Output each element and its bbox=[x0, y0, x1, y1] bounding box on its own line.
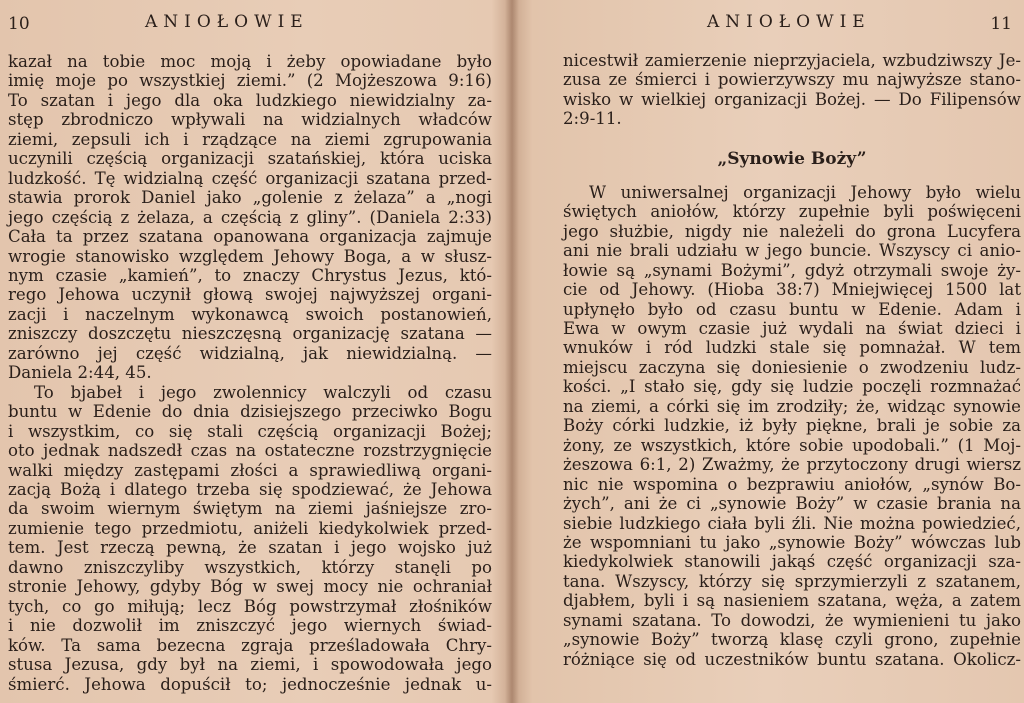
text-line: jego częścią z żelaza, a częścią z gliny”. (Daniela 2:33) bbox=[8, 207, 492, 227]
left-page bbox=[0, 0, 505, 703]
text-line: siebie ludzkiego ciała byli źli. Nie można powiedzieć, bbox=[563, 513, 1021, 533]
section-heading: „Synowie Boży” bbox=[717, 148, 867, 169]
text-line: że wspomniani tu jako „synowie Boży” wówczas lub bbox=[563, 532, 1021, 552]
text-line: imię moje po wszystkiej ziemi.” (2 Mojżeszowa 9:16) bbox=[8, 71, 492, 91]
text-line: stronie Jehowy, gdyby Bóg w swej mocy nie ochraniał bbox=[8, 577, 492, 597]
text-line: kazał na tobie moc moją i żeby opowiadane było bbox=[8, 52, 492, 71]
text-line: miejscu zaczyna się doniesienie o zwodzeniu ludz‑ bbox=[563, 357, 1021, 377]
text-line: stęp zbrodniczo wpływali na widzialnych władców bbox=[8, 110, 492, 130]
text-line: dawno zniszczyliby wszystkich, którzy stanęli po bbox=[8, 557, 492, 577]
text-line: tych, co go miłują; lecz Bóg powstrzymał złośników bbox=[8, 596, 492, 616]
text-line: W uniwersalnej organizacji Jehowy było wielu bbox=[589, 182, 1021, 202]
text-line: i nie dozwolił im zniszczyć jego wiernych świad‑ bbox=[8, 616, 492, 636]
text-line: To szatan i jego dla oka ludzkiego niewidzialny za‑ bbox=[8, 90, 492, 110]
text-line: nicestwił zamierzenie nieprzyjaciela, wzbudziwszy Je‑ bbox=[563, 51, 1021, 70]
body-text bbox=[563, 51, 1021, 669]
text-line: rego Jehowa uczynił głową swojej najwyższej organi‑ bbox=[8, 285, 492, 305]
text-line: cie od Jehowy. (Hioba 38:7) Mniejwięcej 1500 lat bbox=[563, 280, 1021, 300]
text-line: żony, ze wszystkich, które sobie upodobali.” (1 Moj‑ bbox=[563, 435, 1021, 455]
running-head: ANIOŁOWIE bbox=[145, 12, 309, 32]
text-line: kiedykolwiek stanowili jakąś część organizacji sza‑ bbox=[563, 552, 1021, 572]
text-line: nym czasie „kamień”, to znaczy Chrystus Jezus, któ‑ bbox=[8, 265, 492, 285]
text-line: różniące się od uczestników buntu szatana. Okolicz‑ bbox=[563, 649, 1021, 669]
text-line: 2:9‑11. bbox=[563, 109, 622, 129]
text-line: kości. „I stało się, gdy się ludzie poczęli rozmnażać bbox=[563, 377, 1021, 397]
page-number: 10 bbox=[8, 14, 30, 34]
text-line: ków. Ta sama bezecna zgraja prześladowała Chry‑ bbox=[8, 635, 492, 655]
text-line: djabłem, byli i są nasieniem szatana, węża, a zatem bbox=[563, 591, 1021, 611]
body-text bbox=[8, 52, 492, 694]
text-line: zumienie tego przedmiotu, aniżeli kiedykolwiek przed‑ bbox=[8, 518, 492, 538]
text-line: Daniela 2:44, 45. bbox=[8, 363, 152, 383]
text-line: „synowie Boży” tworzą klasę czyli grono, zupełnie bbox=[563, 630, 1021, 650]
text-line: da swoim wiernym świętym na ziemi jaśniejsze zro‑ bbox=[8, 499, 492, 519]
text-line: uczynili częścią organizacji szatańskiej, która uciska bbox=[8, 149, 492, 169]
page-number: 11 bbox=[990, 14, 1012, 34]
right-page bbox=[519, 0, 1024, 703]
text-line: Boży córki ludzkie, iż były piękne, brali je sobie za bbox=[563, 416, 1021, 436]
running-head: ANIOŁOWIE bbox=[707, 12, 871, 32]
text-line: Ewa w owym czasie już wydali na świat dzieci i bbox=[563, 318, 1021, 338]
text-line: na ziemi, a córki się im zrodziły; że, widząc synowie bbox=[563, 396, 1021, 416]
text-line: wnuków i ród ludzki stale się pomnażał. W tem bbox=[563, 338, 1021, 358]
text-line: tana. Wszyscy, którzy się sprzymierzyli z szatanem, bbox=[563, 571, 1021, 591]
text-line: jego służbie, nigdy nie należeli do grona Lucyfera bbox=[563, 221, 1021, 241]
text-line: zacją Bożą i dlatego trzeba się spodziewać, że Jehowa bbox=[8, 479, 492, 499]
text-line: ani nie brali udziału w jego buncie. Wszyscy ci anio‑ bbox=[563, 241, 1021, 261]
text-line: żych”, ani że ci „synowie Boży” w czasie brania na bbox=[563, 494, 1021, 514]
text-line: Cała ta przez szatana opanowana organizacja zajmuje bbox=[8, 227, 492, 247]
text-line: wisko w wielkiej organizacji Bożej. — Do Filipensów bbox=[563, 89, 1021, 109]
text-line: ziemi, zepsuli ich i rządzące na ziemi zgrupowania bbox=[8, 129, 492, 149]
text-line: ludzkość. Tę widzialną część organizacji szatana przed‑ bbox=[8, 168, 492, 188]
text-line: śmierć. Jehowa dopuścił to; jednocześnie jednak u‑ bbox=[8, 674, 492, 694]
text-line: stawia prorok Daniel jako „golenie z żelaza” a „nogi bbox=[8, 188, 492, 208]
text-line: świętych aniołów, którzy zupełnie byli poświęceni bbox=[563, 202, 1021, 222]
text-line: synami szatana. To dowodzi, że wymienieni tu jako bbox=[563, 610, 1021, 630]
text-line: wrogie stanowisko względem Jehowy Boga, a w słusz‑ bbox=[8, 246, 492, 266]
text-line: zusa ze śmierci i powierzywszy mu najwyższe stano‑ bbox=[563, 70, 1021, 90]
text-line: tem. Jest rzeczą pewną, że szatan i jego wojsko już bbox=[8, 538, 492, 558]
text-line: łowie są „synami Bożymi”, gdyż otrzymali swoje ży‑ bbox=[563, 260, 1021, 280]
text-line: walki między zastępami złości a sprawiedliwą organi‑ bbox=[8, 460, 492, 480]
text-line: zniszczy doszczętu nieszczęsną organizację szatana — bbox=[8, 324, 492, 344]
text-line: i wszystkim, co się stali częścią organizacji Bożej; bbox=[8, 421, 492, 441]
book-gutter bbox=[505, 0, 519, 703]
text-line: oto jednak nadszedł czas na ostateczne rozstrzygnięcie bbox=[8, 441, 492, 461]
text-line: zarówno jej część widzialną, jak niewidzialną. — bbox=[8, 343, 492, 363]
text-line: buntu w Edenie do dnia dzisiejszego przeciwko Bogu bbox=[8, 402, 492, 422]
text-line: To bjabeł i jego zwolennicy walczyli od czasu bbox=[34, 382, 492, 402]
text-line: zacji i naczelnym wykonawcą swoich postanowień, bbox=[8, 304, 492, 324]
text-line: upłynęło było od czasu buntu w Edenie. Adam i bbox=[563, 299, 1021, 319]
text-line: nic nie wspomina o bezprawiu aniołów, „synów Bo‑ bbox=[563, 474, 1021, 494]
text-line: stusa Jezusa, gdy był na ziemi, i spowodowała jego bbox=[8, 655, 492, 675]
text-line: żeszowa 6:1, 2) Zważmy, że przytoczony drugi wiersz bbox=[563, 455, 1021, 475]
